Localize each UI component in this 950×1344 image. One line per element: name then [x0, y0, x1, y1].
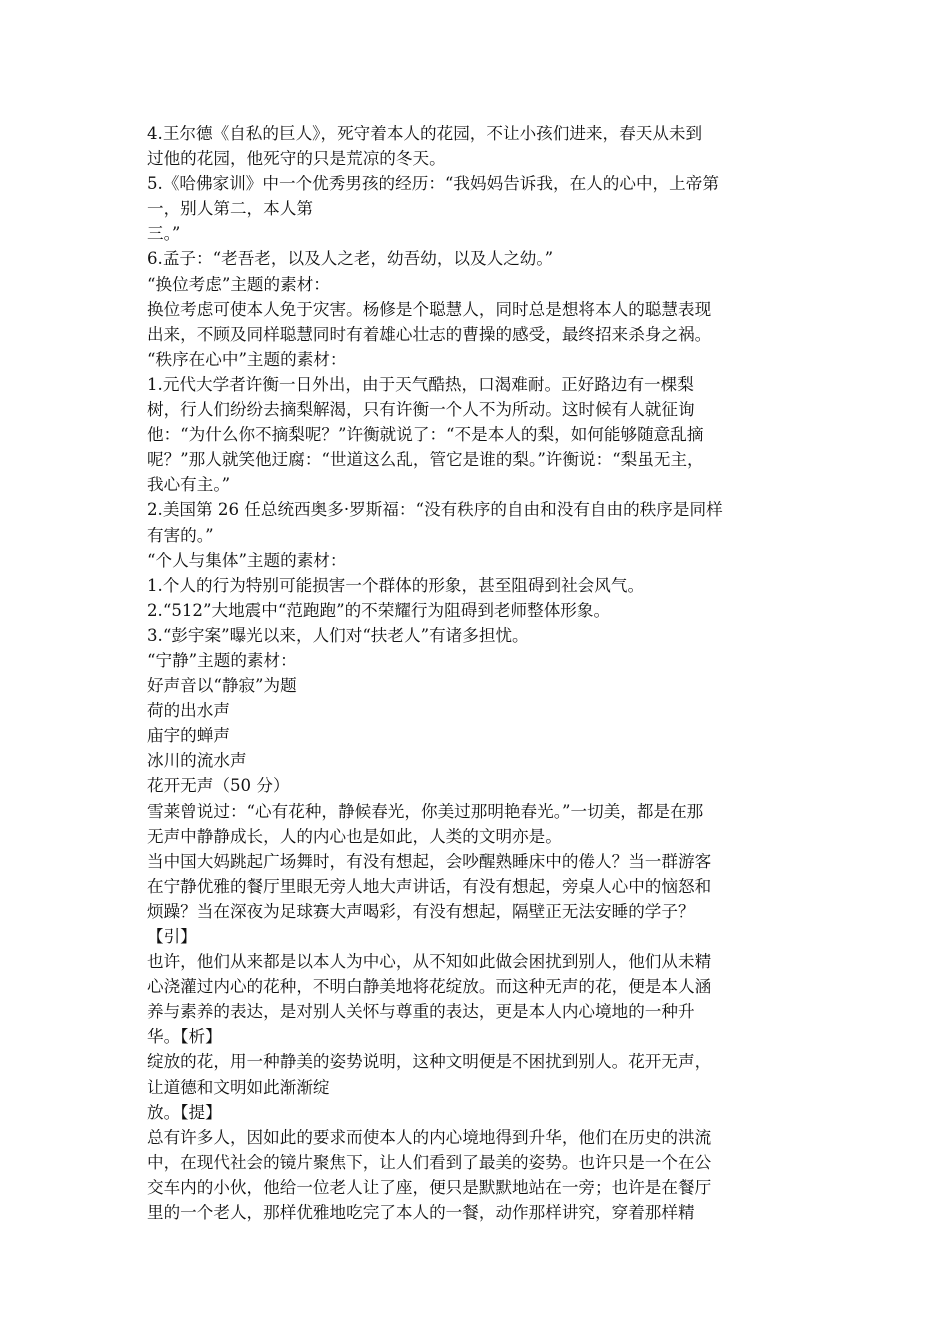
text-line: 1.元代大学者许衡一日外出，由于天气酷热，口渴难耐。正好路边有一棵梨: [147, 374, 694, 394]
text-line: 庙宇的蝉声: [147, 726, 230, 746]
text-line: 无声中静静成长，人的内心也是如此，人类的文明亦是。: [147, 826, 562, 846]
text-line: 养与素养的表达，是对别人关怀与尊重的表达，更是本人内心境地的一种升: [147, 1002, 695, 1022]
text-line: 我心有主。”: [147, 475, 231, 495]
text-line: 好声音以“静寂”为题: [147, 676, 297, 696]
document-body: [147, 121, 807, 1225]
text-line: 总有许多人，因如此的要求而使本人的内心境地得到升华，他们在历史的洪流: [147, 1127, 712, 1147]
text-line: 华。【析】: [147, 1027, 222, 1047]
text-line: 烦躁？当在深夜为足球赛大声喝彩，有没有想起，隔壁正无法安睡的学子？: [147, 901, 695, 921]
text-line: 2.“512”大地震中“范跑跑”的不荣耀行为阻碍到老师整体形象。: [147, 600, 611, 620]
text-line: 有害的。”: [147, 525, 214, 545]
section-heading: “宁静”主题的素材：: [147, 650, 297, 670]
text-line: 1.个人的行为特别可能损害一个群体的形象，甚至阻碍到社会风气。: [147, 575, 645, 595]
section-heading: “秩序在心中”主题的素材：: [147, 349, 347, 369]
text-line: 过他的花园，他死守的只是荒凉的冬天。: [147, 149, 446, 169]
text-line: 呢？”那人就笑他迂腐：“世道这么乱，管它是谁的梨。”许衡说：“梨虽无主，: [147, 450, 704, 470]
text-line: 也许，他们从来都是以本人为中心，从不知如此做会困扰到别人，他们从未精: [147, 952, 712, 972]
text-line: 2.美国第 26 任总统西奥多·罗斯福：“没有秩序的自由和没有自由的秩序是同样: [147, 500, 723, 520]
text-line: 换位考虑可使本人免于灾害。杨修是个聪慧人，同时总是想将本人的聪慧表现: [147, 299, 712, 319]
text-line: 【引】: [147, 927, 197, 946]
text-line: 雪莱曾说过：“心有花种，静候春光，你美过那明艳春光。”一切美，都是在那: [147, 801, 704, 821]
text-line: 一，别人第二，本人第: [147, 199, 313, 219]
text-line: 交车内的小伙，他给一位老人让了座，便只是默默地站在一旁；也许是在餐厅: [147, 1177, 712, 1197]
text-line: 让道德和文明如此渐渐绽: [147, 1077, 330, 1097]
text-line: 5.《哈佛家训》中一个优秀男孩的经历：“我妈妈告诉我，在人的心中，上帝第: [147, 174, 719, 194]
essay-title: 花开无声（50 分）: [147, 776, 290, 796]
text-line: 他：“为什么你不摘梨呢？”许衡就说了：“不是本人的梨，如何能够随意乱摘: [147, 425, 704, 445]
text-line: 荷的出水声: [147, 701, 230, 721]
text-line: 里的一个老人，那样优雅地吃完了本人的一餐，动作那样讲究，穿着那样精: [147, 1203, 695, 1223]
text-line: 出来，不顾及同样聪慧同时有着雄心壮志的曹操的感受，最终招来杀身之祸。: [147, 324, 712, 344]
section-heading: “个人与集体”主题的素材：: [147, 550, 347, 570]
text-line: 冰川的流水声: [147, 751, 247, 771]
text-line: 6.孟子：“老吾老，以及人之老，幼吾幼，以及人之幼。”: [147, 249, 554, 269]
text-line: 当中国大妈跳起广场舞时，有没有想起，会吵醒熟睡床中的倦人？当一群游客: [147, 851, 712, 871]
text-line: 4.王尔德《自私的巨人》，死守着本人的花园，不让小孩们进来，春天从未到: [147, 124, 703, 143]
text-line: 心浇灌过内心的花种，不明白静美地将花绽放。而这种无声的花，便是本人涵: [147, 977, 712, 997]
text-line: 3.“彭宇案”曝光以来，人们对“扶老人”有诸多担忧。: [147, 625, 529, 645]
section-heading: “换位考虑”主题的素材：: [147, 274, 330, 294]
text-line: 放。【提】: [147, 1102, 222, 1122]
text-line: 在宁静优雅的餐厅里眼无旁人地大声讲话，有没有想起，旁桌人心中的恼怒和: [147, 876, 712, 896]
text-line: 中，在现代社会的镜片聚焦下，让人们看到了最美的姿势。也许只是一个在公: [147, 1152, 712, 1172]
text-line: 三。”: [147, 224, 181, 244]
text-line: 绽放的花，用一种静美的姿势说明，这种文明便是不困扰到别人。花开无声，: [147, 1052, 712, 1072]
text-line: 树，行人们纷纷去摘梨解渴，只有许衡一个人不为所动。这时候有人就征询: [147, 400, 695, 420]
